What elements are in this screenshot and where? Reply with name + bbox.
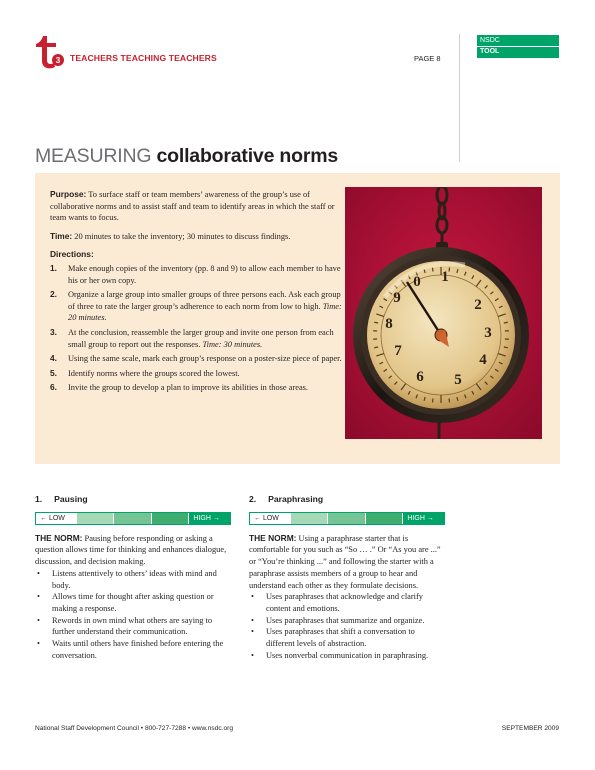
arrow-left-icon: ← — [40, 514, 49, 522]
dial-tick — [449, 268, 450, 272]
tag-org: NSDC — [480, 37, 500, 44]
step-number: 3. — [50, 326, 57, 337]
page-number: PAGE 8 — [414, 54, 441, 63]
behavior-item: • Uses paraphrases that summarize and organize. — [251, 615, 425, 625]
behavior-item: • Uses paraphrases that acknowledge and clarify content and emotions. — [251, 592, 423, 613]
arrow-right-icon: → — [424, 514, 434, 522]
step-text: At the conclusion, reassemble the larger group and invite one person from each small group to report out the responses. — [68, 327, 334, 349]
scale-photo — [345, 187, 542, 439]
scale-high-label: HIGH — [193, 514, 211, 522]
behavior-item: • Uses paraphrases that shift a conversation to different levels of abstraction. — [251, 627, 415, 649]
dial-tick — [374, 322, 378, 323]
page-title — [35, 145, 338, 168]
behavior-item: • Rewords in own mind what others are saying to further understand their communication. — [37, 615, 213, 637]
purpose-label: Purpose: — [50, 189, 87, 199]
time-label: Time: — [50, 230, 73, 241]
logo-mark: 3 — [55, 56, 61, 65]
scale-step[interactable] — [77, 513, 115, 524]
svg-text:6: 6 — [416, 369, 424, 385]
svg-text:9: 9 — [393, 290, 401, 306]
dial-tick — [504, 347, 508, 348]
norm-heading — [249, 494, 445, 506]
step-text: Make enough copies of the inventory (pp. 8 and 9) to allow each member to have his or her own copy. — [68, 263, 341, 285]
norm-behaviors — [249, 591, 445, 661]
direction-step — [50, 382, 342, 394]
norm-heading — [35, 494, 231, 506]
step-text: Using the same scale, mark each group’s response on a poster-size piece of paper. — [68, 354, 342, 364]
step-number: 1. — [50, 262, 57, 273]
scale-low-label: LOW — [262, 514, 279, 522]
dial-tick — [432, 268, 433, 272]
behavior-item: • Allows time for thought after asking question or making a response. — [37, 592, 214, 613]
norm-text: Using a paraphrase starter that is comfortable for you such as “So … .” Or “As you are ...” or “You’re thinking ...” and following the starter with a paraphrase assists members of a group to hear and understand each other as they formulate decisions. — [249, 533, 441, 590]
dial-tick — [432, 398, 433, 402]
hanging-scale-image — [345, 187, 542, 439]
scale-step[interactable] — [328, 513, 366, 524]
norm-pausing — [35, 494, 231, 661]
scale-low[interactable] — [250, 513, 291, 524]
norm-description — [249, 533, 445, 592]
scale-low[interactable] — [36, 513, 77, 524]
norm-label: THE NORM: — [249, 532, 297, 543]
instructions-box — [35, 173, 560, 464]
norm-paraphrasing — [249, 494, 445, 661]
time — [50, 231, 342, 243]
svg-text:1: 1 — [441, 269, 449, 285]
directions-list — [50, 263, 342, 394]
step-number: 2. — [50, 289, 57, 300]
norm-behaviors — [35, 568, 231, 662]
rating-scale[interactable] — [35, 512, 231, 525]
title-light: MEASURING — [35, 145, 152, 167]
norm-label: THE NORM: — [35, 532, 83, 543]
ttt-logo — [34, 34, 64, 70]
purpose — [50, 189, 342, 224]
svg-text:5: 5 — [454, 372, 462, 388]
rating-scale[interactable] — [249, 512, 445, 525]
nsdc-tool-tag — [477, 35, 559, 58]
norm-number: 2. — [249, 494, 257, 504]
instructions-text — [50, 189, 342, 397]
norm-number: 1. — [35, 494, 43, 504]
step-text: Identify norms where the groups scored the lowest. — [68, 368, 240, 378]
step-time-note: Time: 30 minutes. — [202, 339, 263, 349]
direction-step — [50, 289, 342, 324]
step-number: 5. — [50, 367, 57, 378]
arrow-left-icon: ← — [254, 514, 263, 522]
dial-tick — [504, 322, 508, 323]
purpose-text: To surface staff or team members’ awareness of the group’s use of collaborative norms and to assist staff and team to identify areas in which the staff or team wants to focus. — [50, 190, 335, 223]
header-divider — [459, 34, 460, 162]
dial-tick — [449, 398, 450, 402]
step-time-note: Time: 20 minutes. — [68, 301, 342, 323]
svg-text:0: 0 — [413, 274, 421, 290]
title-bold: collaborative norms — [156, 145, 339, 167]
tag-type: TOOL — [480, 48, 500, 55]
behavior-item: • Uses nonverbal communication in paraphrasing. — [251, 650, 429, 660]
svg-text:7: 7 — [394, 343, 402, 359]
svg-text:4: 4 — [479, 352, 487, 368]
step-number: 6. — [50, 382, 57, 393]
svg-text:2: 2 — [474, 297, 482, 313]
direction-step — [50, 327, 342, 350]
norm-text: Pausing before responding or asking a question allows time for thinking and enhances dialogue, discussion, and decision making. — [35, 533, 227, 567]
dial-tick — [374, 347, 378, 348]
scale-high-label: HIGH — [407, 514, 425, 522]
step-number: 4. — [50, 353, 57, 364]
time-text: 20 minutes to take the inventory; 30 minutes to discuss findings. — [74, 231, 291, 241]
behavior-item: • Listens attentively to others’ ideas with mind and body. — [37, 568, 217, 590]
brand-name: TEACHERS TEACHING TEACHERS — [70, 53, 217, 63]
scale-high[interactable] — [403, 513, 444, 524]
direction-step — [50, 353, 342, 365]
direction-step — [50, 263, 342, 286]
svg-text:8: 8 — [385, 316, 393, 332]
scale-step[interactable] — [291, 513, 329, 524]
directions-label: Directions: — [50, 249, 94, 260]
scale-step[interactable] — [152, 513, 190, 524]
svg-text:3: 3 — [484, 325, 492, 341]
norm-title: Pausing — [54, 494, 88, 504]
step-text: Organize a large group into smaller groups of three persons each. Ask each group of three to rate the larger group’s adherence to each norm from low to high. — [68, 290, 341, 311]
step-text: Invite the group to develop a plan to improve its abilities in those areas. — [68, 383, 309, 393]
footer-contact: National Staff Development Council • 800-727-7288 • www.nsdc.org — [35, 725, 234, 732]
direction-step — [50, 368, 342, 380]
behavior-item: • Waits until others have finished before entering the conversation. — [37, 639, 224, 660]
norm-title: Paraphrasing — [268, 494, 324, 504]
arrow-right-icon: → — [210, 514, 220, 522]
scale-high[interactable] — [189, 513, 230, 524]
scale-low-label: LOW — [48, 514, 65, 522]
footer-date: SEPTEMBER 2009 — [501, 725, 559, 732]
norm-description — [35, 533, 231, 568]
scale-step[interactable] — [114, 513, 152, 524]
scale-step[interactable] — [366, 513, 404, 524]
